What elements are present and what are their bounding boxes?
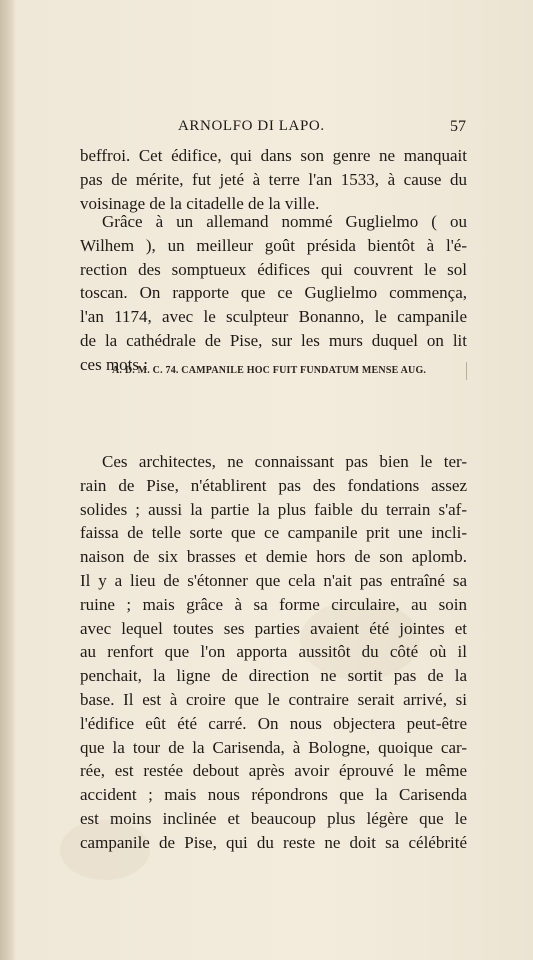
text-line: base. Il est à croire que le contraire serait arrivé, si: [80, 689, 467, 709]
text-line: que la tour de la Carisenda, à Bologne, quoique car-: [80, 737, 467, 757]
text-line: penchait, la ligne de direction ne sortit pas de la: [80, 666, 467, 686]
page-number: 57: [450, 118, 466, 135]
text-line: au renfort que l'on apporta aussitôt du côté où il: [80, 642, 467, 662]
text-line: accident ; mais nous répondrons que la Carisenda: [80, 785, 467, 805]
text-line: Il y a lieu de s'étonner que cela n'ait pas entraîné sa: [80, 570, 467, 590]
text-line: avec lequel toutes ses parties avaient été jointes et: [80, 618, 467, 638]
text-line: ces mots :: [80, 354, 148, 374]
paragraph-2: [80, 210, 467, 377]
text-line: l'édifice eût été carré. On nous objectera peut-être: [80, 713, 467, 733]
running-title: ARNOLFO DI LAPO.: [178, 118, 325, 134]
text-line: voisinage de la citadelle de la ville.: [80, 193, 320, 213]
text-line: ruine ; mais grâce à sa forme circulaire, au soin: [80, 594, 467, 614]
text-line: campanile de Pise, qui du reste ne doit sa célébrité: [80, 832, 467, 852]
paragraph-3: [80, 450, 467, 855]
text-line: solides ; aussi la partie la plus faible du terrain s'af-: [80, 499, 467, 519]
text-line: pas de mérite, fut jeté à terre l'an 1533, à cause du: [80, 169, 467, 189]
text-line: naison de six brasses et demie hors de son aplomb.: [80, 547, 467, 567]
page-gutter: [0, 0, 14, 960]
running-head: [80, 118, 466, 140]
text-line: rain de Pise, n'établirent pas des fondations assez: [80, 475, 467, 495]
text-line: est moins inclinée et beaucoup plus légère que le: [80, 808, 467, 828]
text-line: de la cathédrale de Pise, sur les murs duquel on lit: [80, 330, 467, 350]
text-line: Grâce à un allemand nommé Guglielmo ( ou: [102, 212, 467, 231]
margin-mark: [462, 362, 467, 380]
text-line: toscan. On rapporte que ce Guglielmo commença,: [80, 283, 467, 303]
text-line: faissa de telle sorte que ce campanile prit une incli-: [80, 523, 467, 543]
text-line: rection des somptueux édifices qui couvrent le sol: [80, 259, 467, 279]
text-line: Ces architectes, ne connaissant pas bien le ter-: [102, 452, 467, 471]
paragraph-1: [80, 144, 467, 215]
inscription: A. D. M. C. 74. CAMPANILE HOC FUIT FUNDATUM MENSE AUG.: [112, 365, 427, 376]
text-line: rée, est restée debout après avoir éprouvé le même: [80, 761, 467, 781]
text-line: beffroi. Cet édifice, qui dans son genre ne manquait: [80, 146, 467, 165]
text-line: l'an 1174, avec le sculpteur Bonanno, le campanile: [80, 307, 467, 327]
text-line: Wilhem ), un meilleur goût présida bientôt à l'é-: [80, 235, 467, 255]
